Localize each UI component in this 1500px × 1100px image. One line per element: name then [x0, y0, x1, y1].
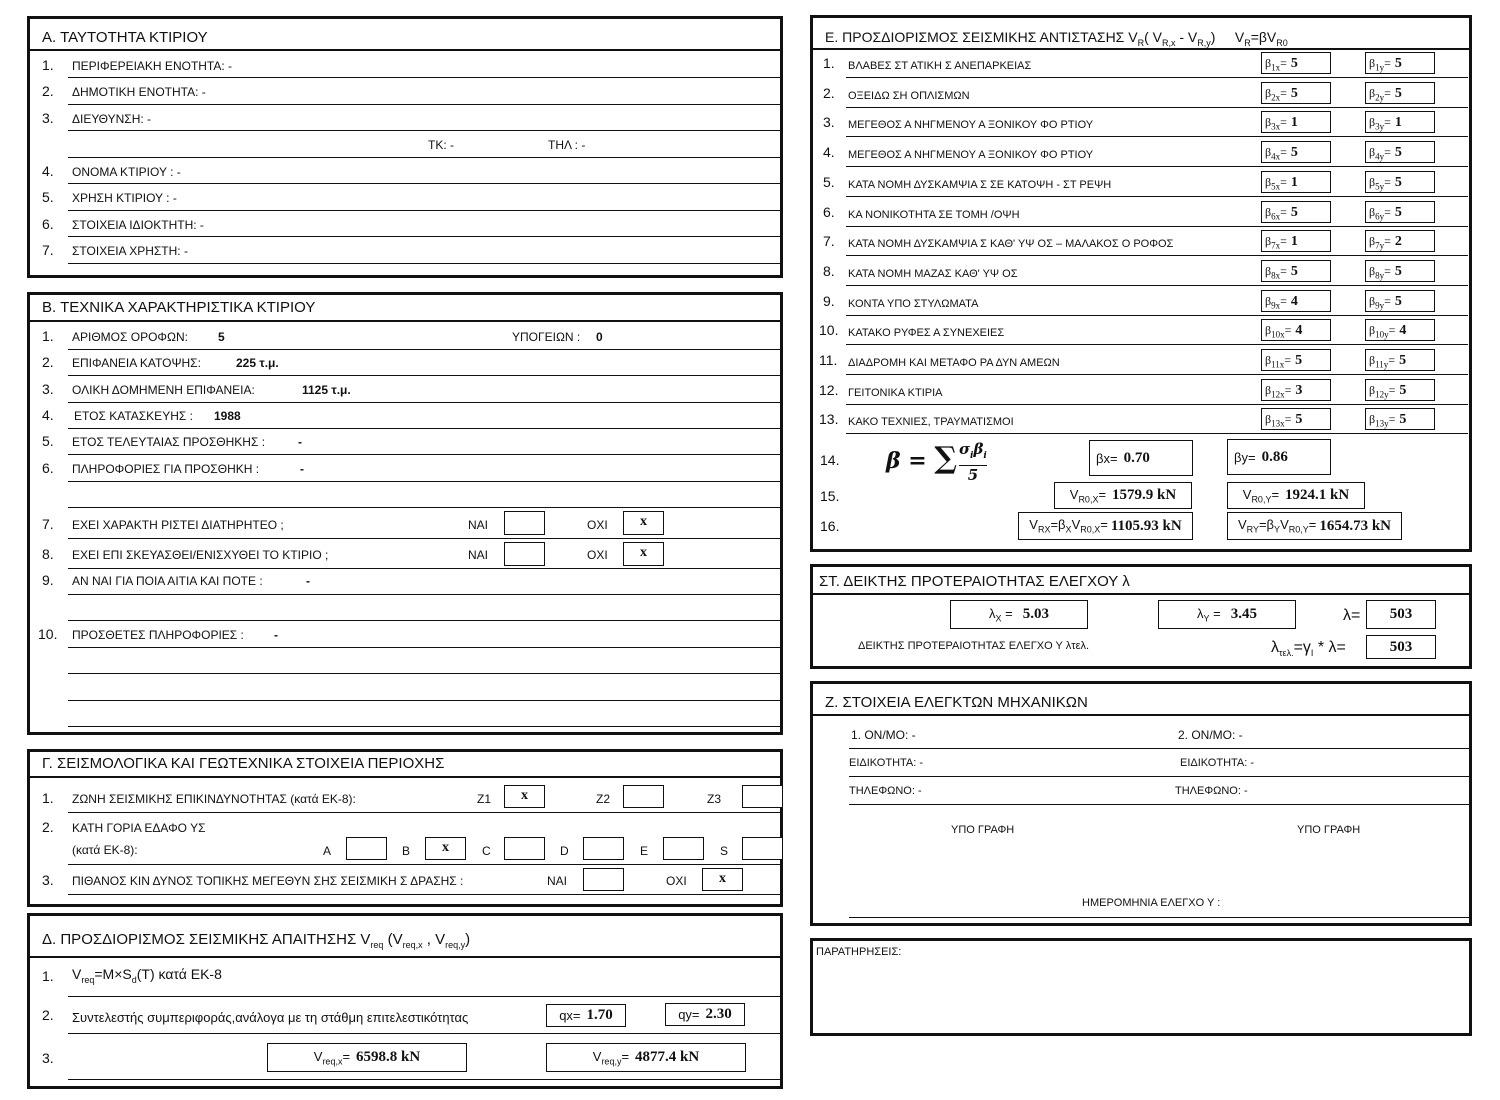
total-area-label: ΟΛΙΚΗ ΔΟΜΗΜΕΝΗ ΕΠΙΦΑΝΕΙΑ:	[72, 383, 255, 397]
engineer2-signature-label: ΥΠΟ ΓΡΑΦΗ	[1297, 824, 1361, 836]
plan-area-value: 225 τ.μ.	[236, 356, 279, 370]
notes-panel	[810, 938, 1472, 1036]
listed-yes-checkbox[interactable]	[504, 511, 545, 535]
d-row-num: 3.	[42, 1050, 54, 1066]
section-z-title: Ζ. ΣΤΟΙΧΕΙΑ ΕΛΕΓΚΤΩΝ ΜΗΧΑΝΙΚΩΝ	[825, 694, 1088, 711]
soil-b-checkbox[interactable]: x	[425, 837, 466, 860]
vreq-x-box: $V_{req,x}=$ 6598.8 kN	[267, 1043, 467, 1072]
a-row-label: ΣΤΟΙΧΕΙΑ ΧΡΗΣΤΗ: -	[72, 244, 188, 258]
basement-value: 0	[596, 330, 603, 344]
engineer1-specialty: ΕΙΔΙΚΟΤΗΤΑ: -	[849, 757, 924, 769]
beta-y-value: 5	[1394, 175, 1402, 190]
seismic-zone-label: ΖΩΝΗ ΣΕΙΣΜΙΚΗΣ ΕΠΙΚΙΝΔΥΝΟΤΗΤΑΣ (κατά ΕΚ-8):	[72, 792, 356, 806]
beta-x-field: $\beta_{12x}= 3$	[1261, 379, 1331, 401]
beta-x-field: $\beta_{9x}= 4$	[1261, 290, 1331, 312]
repaired-no-label: ΟΧΙ	[587, 548, 608, 562]
beta-x-field: $\beta_{13x}= 5$	[1261, 408, 1331, 430]
b-row-num: 3.	[42, 381, 54, 397]
soil-c-checkbox[interactable]	[504, 837, 545, 860]
zone-z1-label: Z1	[477, 792, 492, 806]
beta-y-field: $\beta_{6y}= 5$	[1365, 201, 1435, 223]
beta-x-field: $\beta_{3x}= 1$	[1261, 111, 1331, 133]
b-row-num: 8.	[42, 546, 54, 562]
engineer2-name: 2. ΟΝ/ΜΟ: -	[1178, 728, 1243, 742]
beta-x-value: 5	[1290, 56, 1298, 71]
e-row-label: ΜΕΓΕΘΟΣ Α ΝΗΓΜΕΝΟΥ Α ΞΟΝΙΚΟΥ ΦΟ ΡΤΙΟΥ	[848, 119, 1094, 131]
a-row-num: 1.	[42, 57, 54, 73]
a-row-num: 7.	[42, 242, 54, 258]
construction-year-value: 1988	[214, 409, 241, 423]
listed-yes-label: ΝΑΙ	[468, 518, 489, 532]
beta-x-value: 5	[1295, 353, 1303, 368]
beta-y-value: 5	[1394, 145, 1402, 160]
e-row-num: 13.	[819, 411, 839, 427]
behavior-factor-label: Συντελεστής συμπεριφοράς,ανάλογα με τη στάθμη επιτελεστικότητας	[72, 1010, 469, 1025]
e-row-num: 10.	[819, 322, 839, 338]
beta-x-value: 4	[1290, 294, 1298, 309]
row-divider	[846, 315, 1468, 316]
section-a-panel	[27, 16, 783, 278]
e-row-label: ΚΑΤΑ ΝΟΜΗ ΔΥΣΚΑΜΨΙΑ Σ ΣΕ ΚΑΤΟΨΗ - ΣΤ ΡΕΨΗ	[848, 179, 1112, 191]
beta-y-field: $\beta_{5y}= 5$	[1365, 171, 1435, 193]
a-row-label: ΧΡΗΣΗ ΚΤΙΡΙΟΥ : -	[72, 191, 177, 205]
qx-box: qx= 1.70	[546, 1004, 626, 1027]
section-b-title: Β. ΤΕΧΝΙΚΑ ΧΑΡΑΚΤΗΡΙΣΤΙΚΑ ΚΤΙΡΙΟΥ	[42, 299, 316, 316]
engineer2-specialty: ΕΙΔΙΚΟΤΗΤΑ: -	[1180, 757, 1255, 769]
reason-label: ΑΝ ΝΑΙ ΓΙΑ ΠΟΙΑ ΑΙΤΙΑ ΚΑΙ ΠΟΤΕ :	[72, 574, 263, 588]
a-row-num: 3.	[42, 110, 54, 126]
row-divider	[846, 344, 1468, 345]
listed-no-label: ΟΧΙ	[587, 518, 608, 532]
vreq-y-box: $V_{req,y}=$ 4877.4 kN	[546, 1043, 746, 1072]
beta-x-box: βx= 0.70	[1089, 440, 1193, 476]
e-row-num: 14.	[820, 452, 840, 468]
row-divider	[846, 404, 1468, 405]
e-row-num: 2.	[823, 85, 835, 101]
d-row-num: 1.	[42, 968, 54, 984]
amplification-no-checkbox[interactable]: x	[702, 868, 743, 891]
beta-x-value: 4	[1295, 323, 1303, 338]
b-row-num: 9.	[42, 572, 54, 588]
g-row-num: 1.	[42, 790, 54, 806]
lambda-final-label: ΔΕΙΚΤΗΣ ΠΡΟΤΕΡΑΙΟΤΗΤΑΣ ΕΛΕΓΧΟ Υ λτελ.	[858, 640, 1090, 652]
beta-x-field: $\beta_{6x}= 5$	[1261, 201, 1331, 223]
section-a-title: Α. ΤΑΥΤΟΤΗΤΑ ΚΤΙΡΙΟΥ	[42, 29, 208, 46]
additional-info-value: -	[274, 628, 278, 642]
e-row-num: 9.	[823, 293, 835, 309]
vry-box: $V_{RY}=\beta_YV_{R0,Y}=$ 1654.73 kN	[1227, 512, 1402, 540]
zone-z2-label: Z2	[596, 792, 611, 806]
listed-no-checkbox[interactable]: x	[623, 511, 664, 535]
d-row-num: 2.	[42, 1007, 54, 1023]
soil-d-checkbox[interactable]	[583, 837, 624, 860]
beta-x-field: $\beta_{5x}= 1$	[1261, 171, 1331, 193]
soil-d-label: D	[560, 844, 569, 858]
a-row-num: 5.	[42, 189, 54, 205]
reason-value: -	[306, 574, 310, 588]
row-divider	[846, 77, 1468, 78]
a-row-label: ΔΗΜΟΤΙΚΗ ΕΝΟΤΗΤΑ: -	[72, 85, 206, 99]
row-divider	[846, 285, 1468, 286]
lambda-final-formula: $\lambda_{\tau\varepsilon\lambda.}=\gamma_I * \lambda=$	[1271, 639, 1346, 659]
listed-label: ΕΧΕΙ ΧΑΡΑΚΤΗ ΡΙΣΤΕΙ ΔΙΑΤΗΡΗΤΕΟ ;	[72, 518, 284, 532]
e-row-label: ΚΑΤΑΚΟ ΡΥΦΕΣ Α ΣΥΝΕΧΕΙΕΣ	[848, 327, 1005, 339]
lambda-final-box: 503	[1366, 635, 1436, 659]
b-row-num: 5.	[42, 433, 54, 449]
tel-field: ΤΗΛ : -	[548, 138, 586, 152]
engineer1-phone: ΤΗΛΕΦΩΝΟ: -	[849, 785, 922, 797]
soil-a-checkbox[interactable]	[346, 837, 387, 860]
qy-box: qy= 2.30	[665, 1003, 745, 1026]
zone-z3-label: Z3	[707, 792, 722, 806]
beta-x-value: 5	[1295, 412, 1303, 427]
beta-y-value: 5	[1394, 205, 1402, 220]
row-divider	[846, 196, 1468, 197]
row-divider	[846, 226, 1468, 227]
e-row-label: ΚΑΚΟ ΤΕΧΝΙΕΣ, ΤΡΑΥΜΑΤΙΣΜΟΙ	[848, 416, 1014, 428]
beta-y-value: 5	[1394, 294, 1402, 309]
soil-b-label: B	[402, 844, 411, 858]
repaired-yes-label: ΝΑΙ	[468, 548, 489, 562]
beta-x-value: 5	[1290, 145, 1298, 160]
beta-y-field: $\beta_{4y}= 5$	[1365, 141, 1435, 163]
a-row-num: 6.	[42, 216, 54, 232]
a-row-label: ΣΤΟΙΧΕΙΑ ΙΔΙΟΚΤΗΤΗ: -	[72, 218, 204, 232]
beta-y-field: $\beta_{1y}= 5$	[1365, 52, 1435, 74]
e-row-num: 16.	[820, 518, 840, 534]
repaired-no-checkbox[interactable]: x	[623, 542, 664, 566]
section-g-title: Γ. ΣΕΙΣΜΟΛΟΓΙΚΑ ΚΑΙ ΓΕΩΤΕΧΝΙΚΑ ΣΤΟΙΧΕΙΑ ΠΕΡΙΟΧΗΣ	[42, 755, 445, 772]
section-e-title: Ε. ΠΡΟΣΔΙΟΡΙΣΜΟΣ ΣΕΙΣΜΙΚΗΣ ΑΝΤΙΣΤΑΣΗΣ $V_R$( $V_{R,x} - V_{R,y}$) $V_R=\beta V_{R0}$	[825, 29, 1288, 48]
row-divider	[846, 374, 1468, 375]
additional-info-label: ΠΡΟΣΘΕΤΕΣ ΠΛΗΡΟΦΟΡΙΕΣ :	[72, 628, 244, 642]
e-row-num: 8.	[823, 263, 835, 279]
beta-y-field: $\beta_{11y}= 5$	[1365, 349, 1435, 371]
beta-y-value: 1	[1394, 115, 1402, 130]
beta-x-field: $\beta_{2x}= 5$	[1261, 82, 1331, 104]
a-row-num: 4.	[42, 163, 54, 179]
beta-y-field: $\beta_{2y}= 5$	[1365, 82, 1435, 104]
row-divider	[846, 107, 1468, 108]
g-row-num: 3.	[42, 872, 54, 888]
beta-x-value: 5	[1290, 86, 1298, 101]
b-row-num: 10.	[38, 626, 58, 642]
beta-x-field: $\beta_{7x}= 1$	[1261, 230, 1331, 252]
soil-s-checkbox[interactable]	[742, 837, 783, 860]
zone-z3-checkbox[interactable]	[742, 785, 783, 808]
beta-x-field: $\beta_{4x}= 5$	[1261, 141, 1331, 163]
repaired-yes-checkbox[interactable]	[504, 542, 545, 566]
plan-area-label: ΕΠΙΦΑΝΕΙΑ ΚΑΤΟΨΗΣ:	[72, 356, 201, 370]
zone-z1-checkbox[interactable]: x	[504, 785, 545, 808]
e-row-num: 6.	[823, 204, 835, 220]
beta-y-value: 5	[1399, 383, 1407, 398]
beta-y-value: 5	[1399, 412, 1407, 427]
lambda-y-box: $\lambda_Y$ = 3.45	[1158, 600, 1296, 629]
section-z-panel	[810, 681, 1472, 926]
lambda-box: 503	[1366, 600, 1436, 629]
section-st-panel	[810, 564, 1472, 669]
lambda-label: λ=	[1343, 607, 1361, 624]
section-d-panel	[27, 913, 783, 1089]
beta-x-field: $\beta_{8x}= 5$	[1261, 260, 1331, 282]
beta-x-field: $\beta_{10x}= 4$	[1261, 319, 1331, 341]
a-row-label: ΟΝΟΜΑ ΚΤΙΡΙΟΥ : -	[72, 165, 181, 179]
section-g-panel	[27, 749, 783, 907]
amplification-yes-checkbox[interactable]	[583, 868, 624, 891]
soil-c-label: C	[482, 844, 491, 858]
lambda-x-box: $\lambda_X$ = 5.03	[950, 600, 1088, 629]
beta-x-field: $\beta_{1x}= 5$	[1261, 52, 1331, 74]
row-divider	[846, 433, 1468, 434]
e-row-num: 3.	[823, 114, 835, 130]
beta-y-field: $\beta_{13y}= 5$	[1365, 408, 1435, 430]
soil-category-label: ΚΑΤΗ ΓΟΡΙΑ ΕΔΑΦΟ ΥΣ	[72, 821, 206, 835]
zone-z2-checkbox[interactable]	[623, 785, 664, 808]
b-row-num: 6.	[42, 460, 54, 476]
vr0x-box: $V_{R0,X}=$ 1579.9 kN	[1054, 482, 1192, 509]
e-row-label: ΚΑΤΑ ΝΟΜΗ ΜΑΖΑΣ ΚΑΘ' ΥΨ ΟΣ	[848, 268, 1018, 280]
repaired-label: ΕΧΕΙ ΕΠΙ ΣΚΕΥΑΣΘΕΙ/ΕΝΙΣΧΥΘΕΙ ΤΟ ΚΤΙΡΙΟ ;	[72, 548, 329, 562]
e-row-num: 15.	[820, 488, 840, 504]
beta-y-value: 5	[1394, 264, 1402, 279]
soil-e-checkbox[interactable]	[663, 837, 704, 860]
e-row-label: ΚΑΤΑ ΝΟΜΗ ΔΥΣΚΑΜΨΙΑ Σ ΚΑΘ' ΥΨ ΟΣ – ΜΑΛΑΚΟΣ Ο ΡΟΦΟΣ	[848, 238, 1174, 250]
beta-x-value: 1	[1290, 115, 1298, 130]
e-row-num: 12.	[819, 382, 839, 398]
b-row-num: 4.	[42, 407, 54, 423]
e-row-label: ΚΟΝΤΑ ΥΠΟ ΣΤΥΛΩΜΑΤΑ	[848, 298, 979, 310]
beta-y-value: 5	[1399, 353, 1407, 368]
last-addition-label: ΕΤΟΣ ΤΕΛΕΥΤΑΙΑΣ ΠΡΟΣΘΗΚΗΣ :	[72, 435, 266, 449]
e-row-num: 5.	[823, 174, 835, 190]
soil-a-label: A	[323, 844, 332, 858]
amplification-label: ΠΙΘΑΝΟΣ ΚΙΝ ΔΥΝΟΣ ΤΟΠΙΚΗΣ ΜΕΓΕΘΥΝ ΣΗΣ ΣΕΙΣΜΙΚΗ Σ ΔΡΑΣΗΣ :	[72, 874, 464, 888]
section-b-panel	[27, 292, 783, 735]
engineer1-name: 1. ΟΝ/ΜΟ: -	[851, 728, 916, 742]
vrx-box: $V_{RX}=\beta_XV_{R0,X}=$ 1105.93 kN	[1018, 512, 1193, 540]
row-divider	[846, 166, 1468, 167]
tk-field: ΤΚ: -	[428, 138, 454, 152]
b-row-num: 7.	[42, 516, 54, 532]
row-divider	[846, 136, 1468, 137]
e-row-label: ΚΑ ΝΟΝΙΚΟΤΗΤΑ ΣΕ ΤΟΜΗ /ΟΨΗ	[848, 209, 1020, 221]
basement-label: ΥΠΟΓΕΙΩΝ :	[512, 330, 581, 344]
notes-title: ΠΑΡΑΤΗΡΗΣΕΙΣ:	[816, 946, 902, 958]
beta-x-value: 1	[1290, 175, 1298, 190]
beta-y-field: $\beta_{8y}= 5$	[1365, 260, 1435, 282]
b-row-num: 2.	[42, 354, 54, 370]
e-row-num: 11.	[819, 352, 838, 368]
beta-y-value: 2	[1394, 234, 1402, 249]
beta-y-field: $\beta_{12y}= 5$	[1365, 379, 1435, 401]
beta-y-field: $\beta_{7y}= 2$	[1365, 230, 1435, 252]
addition-info-value: -	[300, 462, 304, 476]
section-st-title: ΣΤ. ΔΕΙΚΤΗΣ ΠΡΟΤΕΡΑΙΟΤΗΤΑΣ ΕΛΕΓΧΟΥ λ	[819, 573, 1130, 590]
g-row-num: 2.	[42, 819, 54, 835]
construction-year-label: ΕΤΟΣ ΚΑΤΑΣΚΕΥΗΣ :	[74, 409, 193, 423]
total-area-value: 1125 τ.μ.	[302, 383, 351, 397]
beta-y-value: 5	[1394, 86, 1402, 101]
beta-y-field: $\beta_{3y}= 1$	[1365, 111, 1435, 133]
row-divider	[846, 255, 1468, 256]
inspection-date-label: ΗΜΕΡΟΜΗΝΙΑ ΕΛΕΓΧΟ Υ :	[1082, 897, 1221, 909]
beta-sum-formula: β = ∑ $\sigma_i\beta_i$ 5	[886, 440, 987, 484]
a-row-num: 2.	[42, 83, 54, 99]
beta-y-box: βy= 0.86	[1227, 439, 1331, 475]
beta-x-value: 1	[1290, 234, 1298, 249]
soil-e-label: E	[640, 844, 649, 858]
engineer1-signature-label: ΥΠΟ ΓΡΑΦΗ	[951, 824, 1015, 836]
beta-y-field: $\beta_{10y}= 4$	[1365, 319, 1435, 341]
soil-s-label: S	[720, 844, 729, 858]
vr0y-box: $V_{R0,Y}=$ 1924.1 kN	[1227, 482, 1365, 509]
e-row-label: ΔΙΑΔΡΟΜΗ ΚΑΙ ΜΕΤΑΦΟ ΡΑ ΔΥΝ ΑΜΕΩΝ	[848, 357, 1060, 369]
beta-y-value: 5	[1394, 56, 1402, 71]
beta-x-value: 5	[1290, 264, 1298, 279]
e-row-num: 4.	[823, 144, 835, 160]
e-row-label: ΒΛΑΒΕΣ ΣΤ ΑΤΙΚΗ Σ ΑΝΕΠΑΡΚΕΙΑΣ	[848, 60, 1032, 72]
last-addition-value: -	[298, 435, 302, 449]
beta-y-value: 4	[1399, 323, 1407, 338]
beta-x-field: $\beta_{11x}= 5$	[1261, 349, 1331, 371]
engineer2-phone: ΤΗΛΕΦΩΝΟ: -	[1175, 785, 1248, 797]
e-row-label: ΓΕΙΤΟΝΙΚΑ ΚΤΙΡΙΑ	[848, 387, 943, 399]
b-row-num: 1.	[42, 328, 54, 344]
floors-value: 5	[218, 330, 225, 344]
e-row-num: 1.	[823, 55, 835, 71]
amplification-no-label: ΟΧΙ	[666, 874, 687, 888]
soil-category-sublabel: (κατά ΕΚ-8):	[72, 843, 138, 857]
floors-label: ΑΡΙΘΜΟΣ ΟΡΟΦΩΝ:	[72, 330, 188, 344]
beta-x-value: 3	[1295, 383, 1303, 398]
e-row-num: 7.	[823, 233, 835, 249]
beta-x-value: 5	[1290, 205, 1298, 220]
vreq-formula: $V_{req}=M\times S_d(T)$ κατά ΕΚ-8	[72, 966, 222, 985]
section-d-title: Δ. ΠΡΟΣΔΙΟΡΙΣΜΟΣ ΣΕΙΣΜΙΚΗΣ ΑΠΑΙΤΗΣΗΣ $V_{req}$ ($V_{req,x}$ , $V_{req,y}$)	[42, 931, 471, 950]
a-row-label: ΠΕΡΙΦΕΡΕΙΑΚΗ ΕΝΟΤΗΤΑ: -	[72, 59, 233, 73]
amplification-yes-label: ΝΑΙ	[547, 874, 568, 888]
e-row-label: ΜΕΓΕΘΟΣ Α ΝΗΓΜΕΝΟΥ Α ΞΟΝΙΚΟΥ ΦΟ ΡΤΙΟΥ	[848, 149, 1094, 161]
a-row-label: ΔΙΕΥΘΥΝΣΗ: -	[72, 112, 152, 126]
addition-info-label: ΠΛΗΡΟΦΟΡΙΕΣ ΓΙΑ ΠΡΟΣΘΗΚΗ :	[72, 462, 260, 476]
e-row-label: ΟΞΕΙΔΩ ΣΗ ΟΠΛΙΣΜΩΝ	[848, 90, 970, 102]
beta-y-field: $\beta_{9y}= 5$	[1365, 290, 1435, 312]
